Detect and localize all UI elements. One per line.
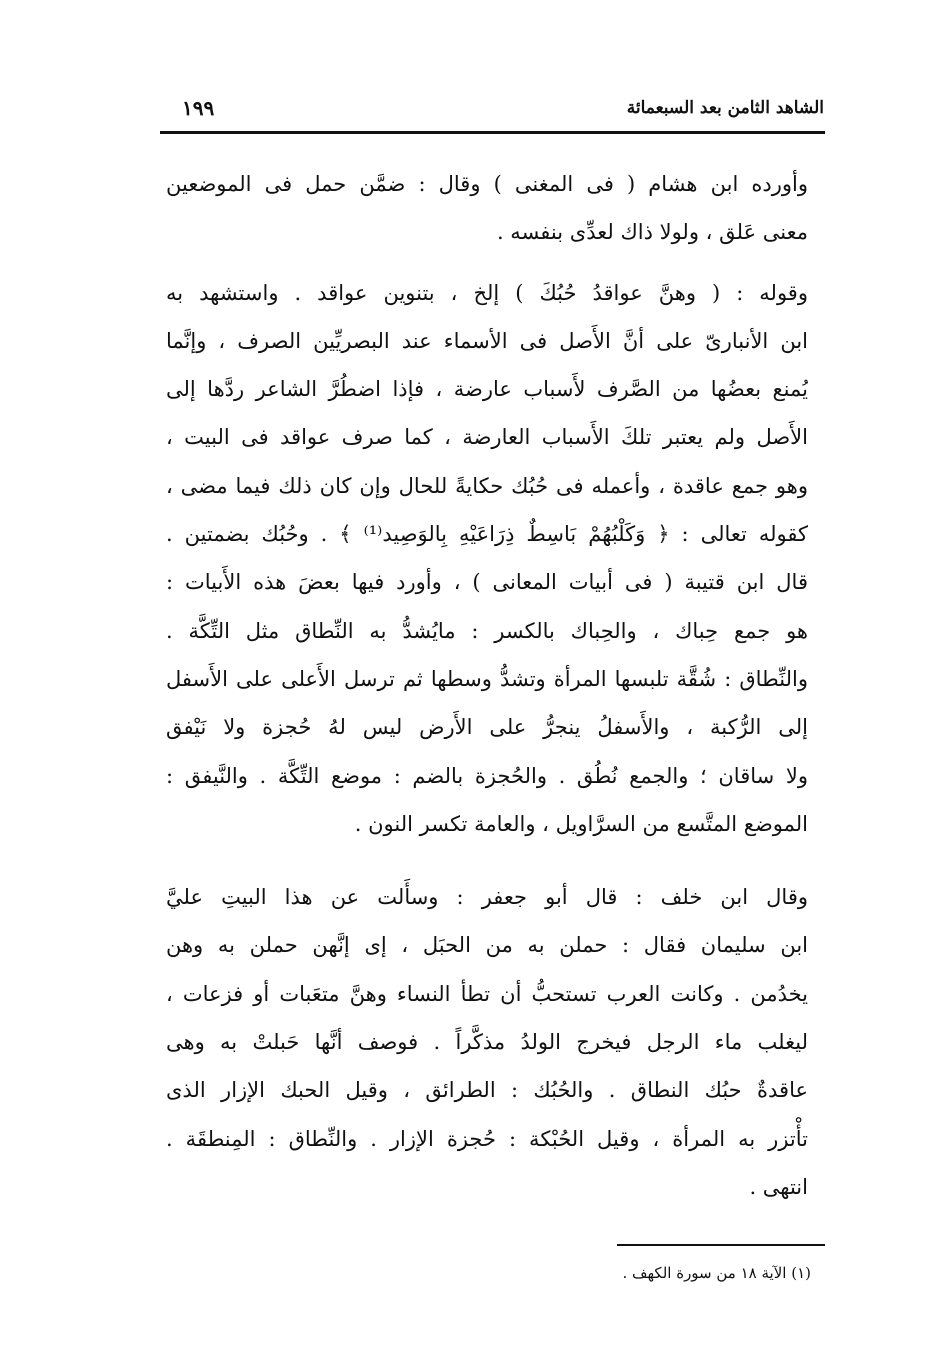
page-header xyxy=(160,92,824,128)
text-line: يخدُمن . وكانت العرب تستحبُّ أن تطأ النساء وهنَّ متعَبات أو فزعات ، xyxy=(166,981,808,1006)
text-line: قال ابن قتيبة ( فى أبيات المعانى ) ، وأورد فيها بعضَ هذه الأَبيات : xyxy=(166,570,808,595)
text-line: ابن الأنبارىّ على أنَّ الأَصل فى الأسماء عند البصريِّين الصرف ، وإنَّما xyxy=(166,328,808,353)
paragraph-1 xyxy=(166,160,808,257)
text-line: كقوله تعالى : ﴿ وَكَلْبُهُمْ بَاسِطٌ ذِرَاعَيْهِ بِالوَصِيد⁽¹⁾ ﴾ . وحُبُك بضمتين . xyxy=(166,522,808,547)
page-number: ١٩٩ xyxy=(182,96,215,120)
paragraph-2 xyxy=(166,269,808,849)
text-line: وقوله : ( وهنَّ عواقدُ حُبُكَ ) إلخ ، بتنوين عواقد . واستشهد به xyxy=(166,280,808,305)
text-line: الموضع المتَّسع من السرَّاويل ، والعامة تكسر النون . xyxy=(354,811,808,836)
text-line: والنِّطاق : شُقَّة تلبسها المرأة وتشدُّ وسطها ثم ترسل الأَعلى على الأَسفل xyxy=(166,666,808,691)
text-line: عاقدةٌ حبُك النطاق . والحُبُك : الطرائق ، وقيل الحبك الإزار الذى xyxy=(166,1078,808,1103)
text-line: وهو جمع عاقدة ، وأعمله فى حُبُك حكايةً للحال وإن كان ذلك فيما مضى ، xyxy=(166,473,808,498)
footnote-rule xyxy=(617,1244,825,1246)
footnote: (١) الآية ١٨ من سورة الكهف . xyxy=(622,1264,811,1282)
header-rule xyxy=(160,131,825,134)
text-line: ليغلب ماء الرجل فيخرج الولدُ مذكَّراً . فوصف أنَّها حَبلتْ به وهى xyxy=(166,1030,808,1055)
text-line: الأَصل ولم يعتبر تلكَ الأَسباب العارضة ، كما صرف عواقد فى البيت ، xyxy=(166,425,808,450)
text-line: وأورده ابن هشام ( فى المغنى ) وقال : ضمَّن حمل فى الموضعين xyxy=(166,172,808,196)
text-line: انتهى . xyxy=(749,1174,808,1199)
text-line: هو جمع حِباك ، والحِباك بالكسر : مايُشدُّ به النِّطاق مثل التِّكَّة . xyxy=(166,618,808,643)
text-line: ولا ساقان ؛ والجمع نُطُق . والحُجزة بالضم : موضع التِّكَّة . والنَّيفق : xyxy=(166,763,808,788)
running-title: الشاهد الثامن بعد السبعمائة xyxy=(626,98,824,118)
text-line: وقال ابن خلف : قال أبو جعفر : وسأَلت عن هذا البيتِ عليَّ xyxy=(166,885,808,910)
text-line: ابن سليمان فقال : حملن به من الحبَل ، إى إنَّهن حملن به وهن xyxy=(166,933,808,958)
text-line: يُمنع بعضُها من الصَّرف لأَسباب عارضة ، فإذا اضطُرَّ الشاعر ردَّها إلى xyxy=(166,377,808,402)
text-line: معنى عَلق ، ولولا ذاك لعدِّى بنفسه . xyxy=(496,220,808,245)
body-text xyxy=(166,160,808,1211)
text-line: تأْتزر به المرأة ، وقيل الحُبْكة : حُجزة الإزار . والنِّطاق : المِنطقَة . xyxy=(166,1126,808,1151)
paragraph-3 xyxy=(166,873,808,1211)
text-line: إلى الرُّكبة ، والأَسفلُ ينجرُّ على الأَرض ليس لهُ حُجزة ولا نَيْفق xyxy=(166,715,808,740)
